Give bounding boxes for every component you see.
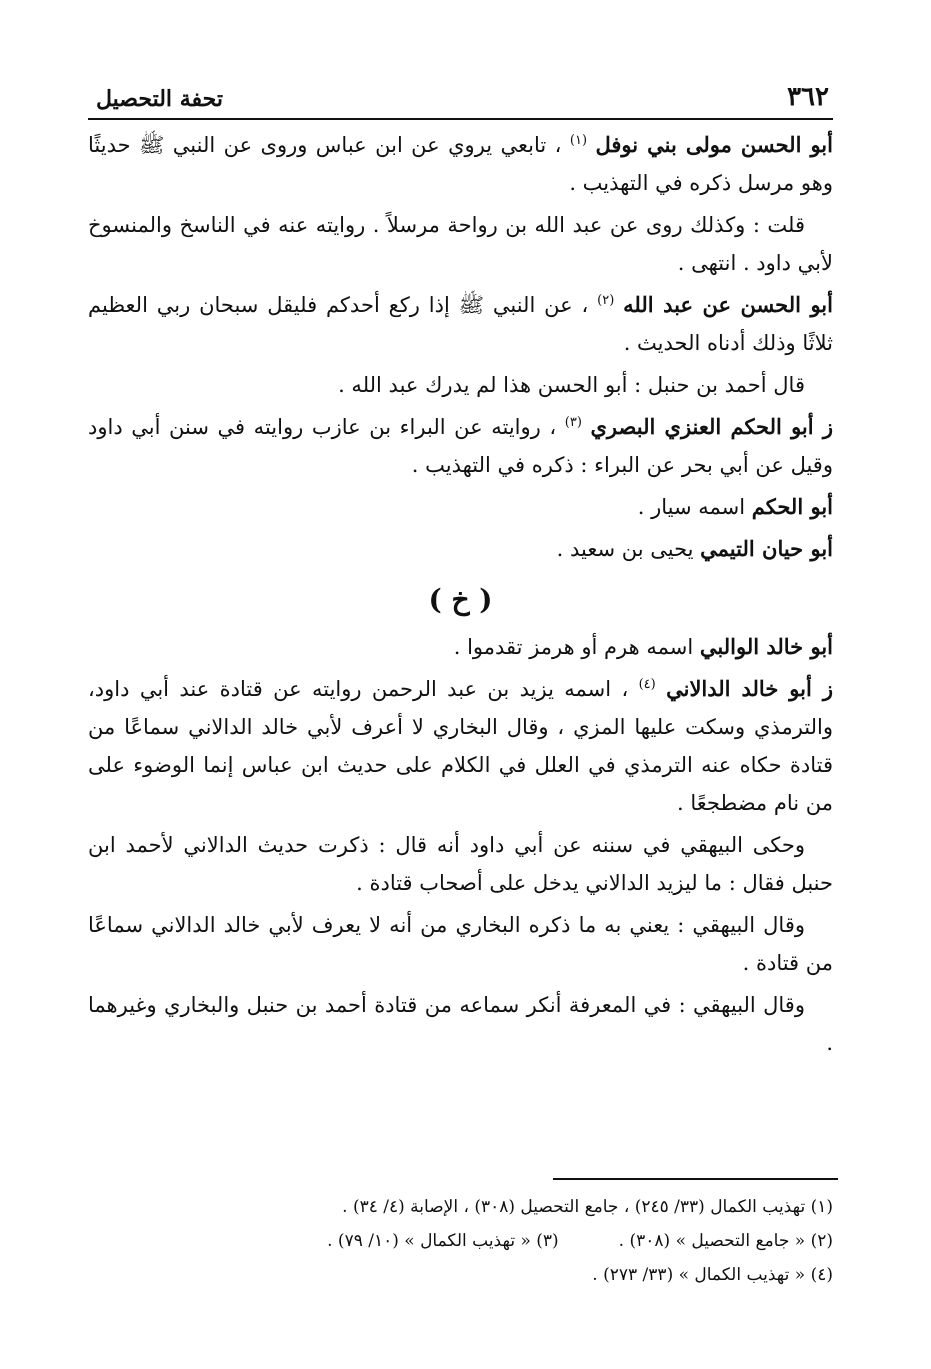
entry-text: اسمه هرم أو هرمز تقدموا . xyxy=(453,635,694,659)
entry-text: وقال البيهقي : في المعرفة أنكر سماعه من قتادة أحمد بن حنبل والبخاري وغيرهما . xyxy=(88,993,833,1055)
commentary-paragraph xyxy=(88,206,833,282)
footnote-3: (٣) « تهذيب الكمال » (١٠/ ٧٩) . xyxy=(327,1231,559,1251)
entry-text: وقال البيهقي : يعني به ما ذكره البخاري من أنه لا يعرف لأبي خالد الدالاني سماعًا من قتادة . xyxy=(88,913,833,975)
book-title: تحفة التحصيل xyxy=(96,86,223,112)
commentary-paragraph xyxy=(88,826,833,902)
footnote-ref: (١) xyxy=(569,133,588,148)
entry-text: ، روايته عن البراء بن عازب روايته في سنن أبي داود وقيل عن أبي بحر عن البراء : ذكره في التهذيب . xyxy=(88,415,833,477)
entry-text: يحيى بن سعيد . xyxy=(556,537,694,561)
entry-text: ، اسمه يزيد بن عبد الرحمن روايته عن قتادة عند أبي داود، والترمذي وسكت عليها المزي ، وقال البخاري لا أعرف لأبي خالد الدالاني سماعًا من قتادة حكاه عنه الترمذي في العلل في الكلام على حديث ابن عباس إنما الوضوء على من نام مضطجعًا . xyxy=(88,677,833,815)
footnote-ref: (٢) xyxy=(597,293,615,308)
footnote-4: (٤) « تهذيب الكمال » (٣٣/ ٢٧٣) . xyxy=(592,1265,833,1285)
entry-text: ، عن النبي ﷺ إذا ركع أحدكم فليقل سبحان ربي العظيم ثلاثًا وذلك أدناه الحديث . xyxy=(88,293,833,355)
narrator-name: أبو الحسن عن عبد الله xyxy=(623,292,833,317)
footnote-2: (٢) « جامع التحصيل » (٣٠٨) . xyxy=(618,1231,833,1251)
entry-abu-hayyan xyxy=(88,530,833,568)
narrator-name: أبو حيان التيمي xyxy=(700,536,833,561)
entry-abu-al-hasan-mawla xyxy=(88,126,833,202)
footnote-ref: (٣) xyxy=(564,415,582,430)
commentary-paragraph xyxy=(88,906,833,982)
narrator-name: ز أبو الحكم العنزي البصري xyxy=(590,414,833,439)
footnote-1: (١) تهذيب الكمال (٣٣/ ٢٤٥) ، جامع التحصيل (٣٠٨) ، الإصابة (٤/ ٣٤) . xyxy=(342,1197,833,1217)
footnote-ref: (٤) xyxy=(638,677,656,692)
narrator-name: أبو خالد الوالبي xyxy=(699,634,833,659)
footnote-divider xyxy=(553,1178,838,1180)
commentary-paragraph xyxy=(88,366,833,404)
section-heading: ( خ ) xyxy=(428,583,493,616)
narrator-name: أبو الحكم xyxy=(751,494,833,519)
entry-abu-khalid-al-dalani xyxy=(88,670,833,822)
entry-text: قلت : وكذلك روى عن عبد الله بن رواحة مرسلاً . روايته عنه في الناسخ والمنسوخ لأبي داود . انتهى . xyxy=(88,213,833,275)
narrator-name: أبو الحسن مولى بني نوفل xyxy=(595,132,833,157)
entry-abu-khalid-al-walibi xyxy=(88,628,833,666)
commentary-paragraph xyxy=(88,986,833,1062)
entry-abu-al-hakam-al-anazi xyxy=(88,408,833,484)
narrator-name: ز أبو خالد الدالاني xyxy=(666,676,833,701)
entry-text: ، تابعي يروي عن ابن عباس وروى عن النبي ﷺ حديثًا وهو مرسل ذكره في التهذيب . xyxy=(88,133,833,195)
entry-abu-al-hasan-abdullah xyxy=(88,286,833,362)
page-content xyxy=(88,120,833,1062)
page-header xyxy=(88,70,833,120)
entry-text: وحكى البيهقي في سننه عن أبي داود أنه قال : ذكرت حديث الدالاني لأحمد ابن حنبل فقال : ما ليزيد الدالاني يدخل على أصحاب قتادة . xyxy=(88,833,833,895)
footnotes xyxy=(88,1190,833,1292)
entry-text: قال أحمد بن حنبل : أبو الحسن هذا لم يدرك عبد الله . xyxy=(338,373,805,397)
entry-text: اسمه سيار . xyxy=(637,495,746,519)
footnote-row xyxy=(88,1224,833,1258)
entry-abu-al-hakam xyxy=(88,488,833,526)
book-page xyxy=(88,70,833,1066)
page-number: ٣٦٢ xyxy=(787,82,829,112)
